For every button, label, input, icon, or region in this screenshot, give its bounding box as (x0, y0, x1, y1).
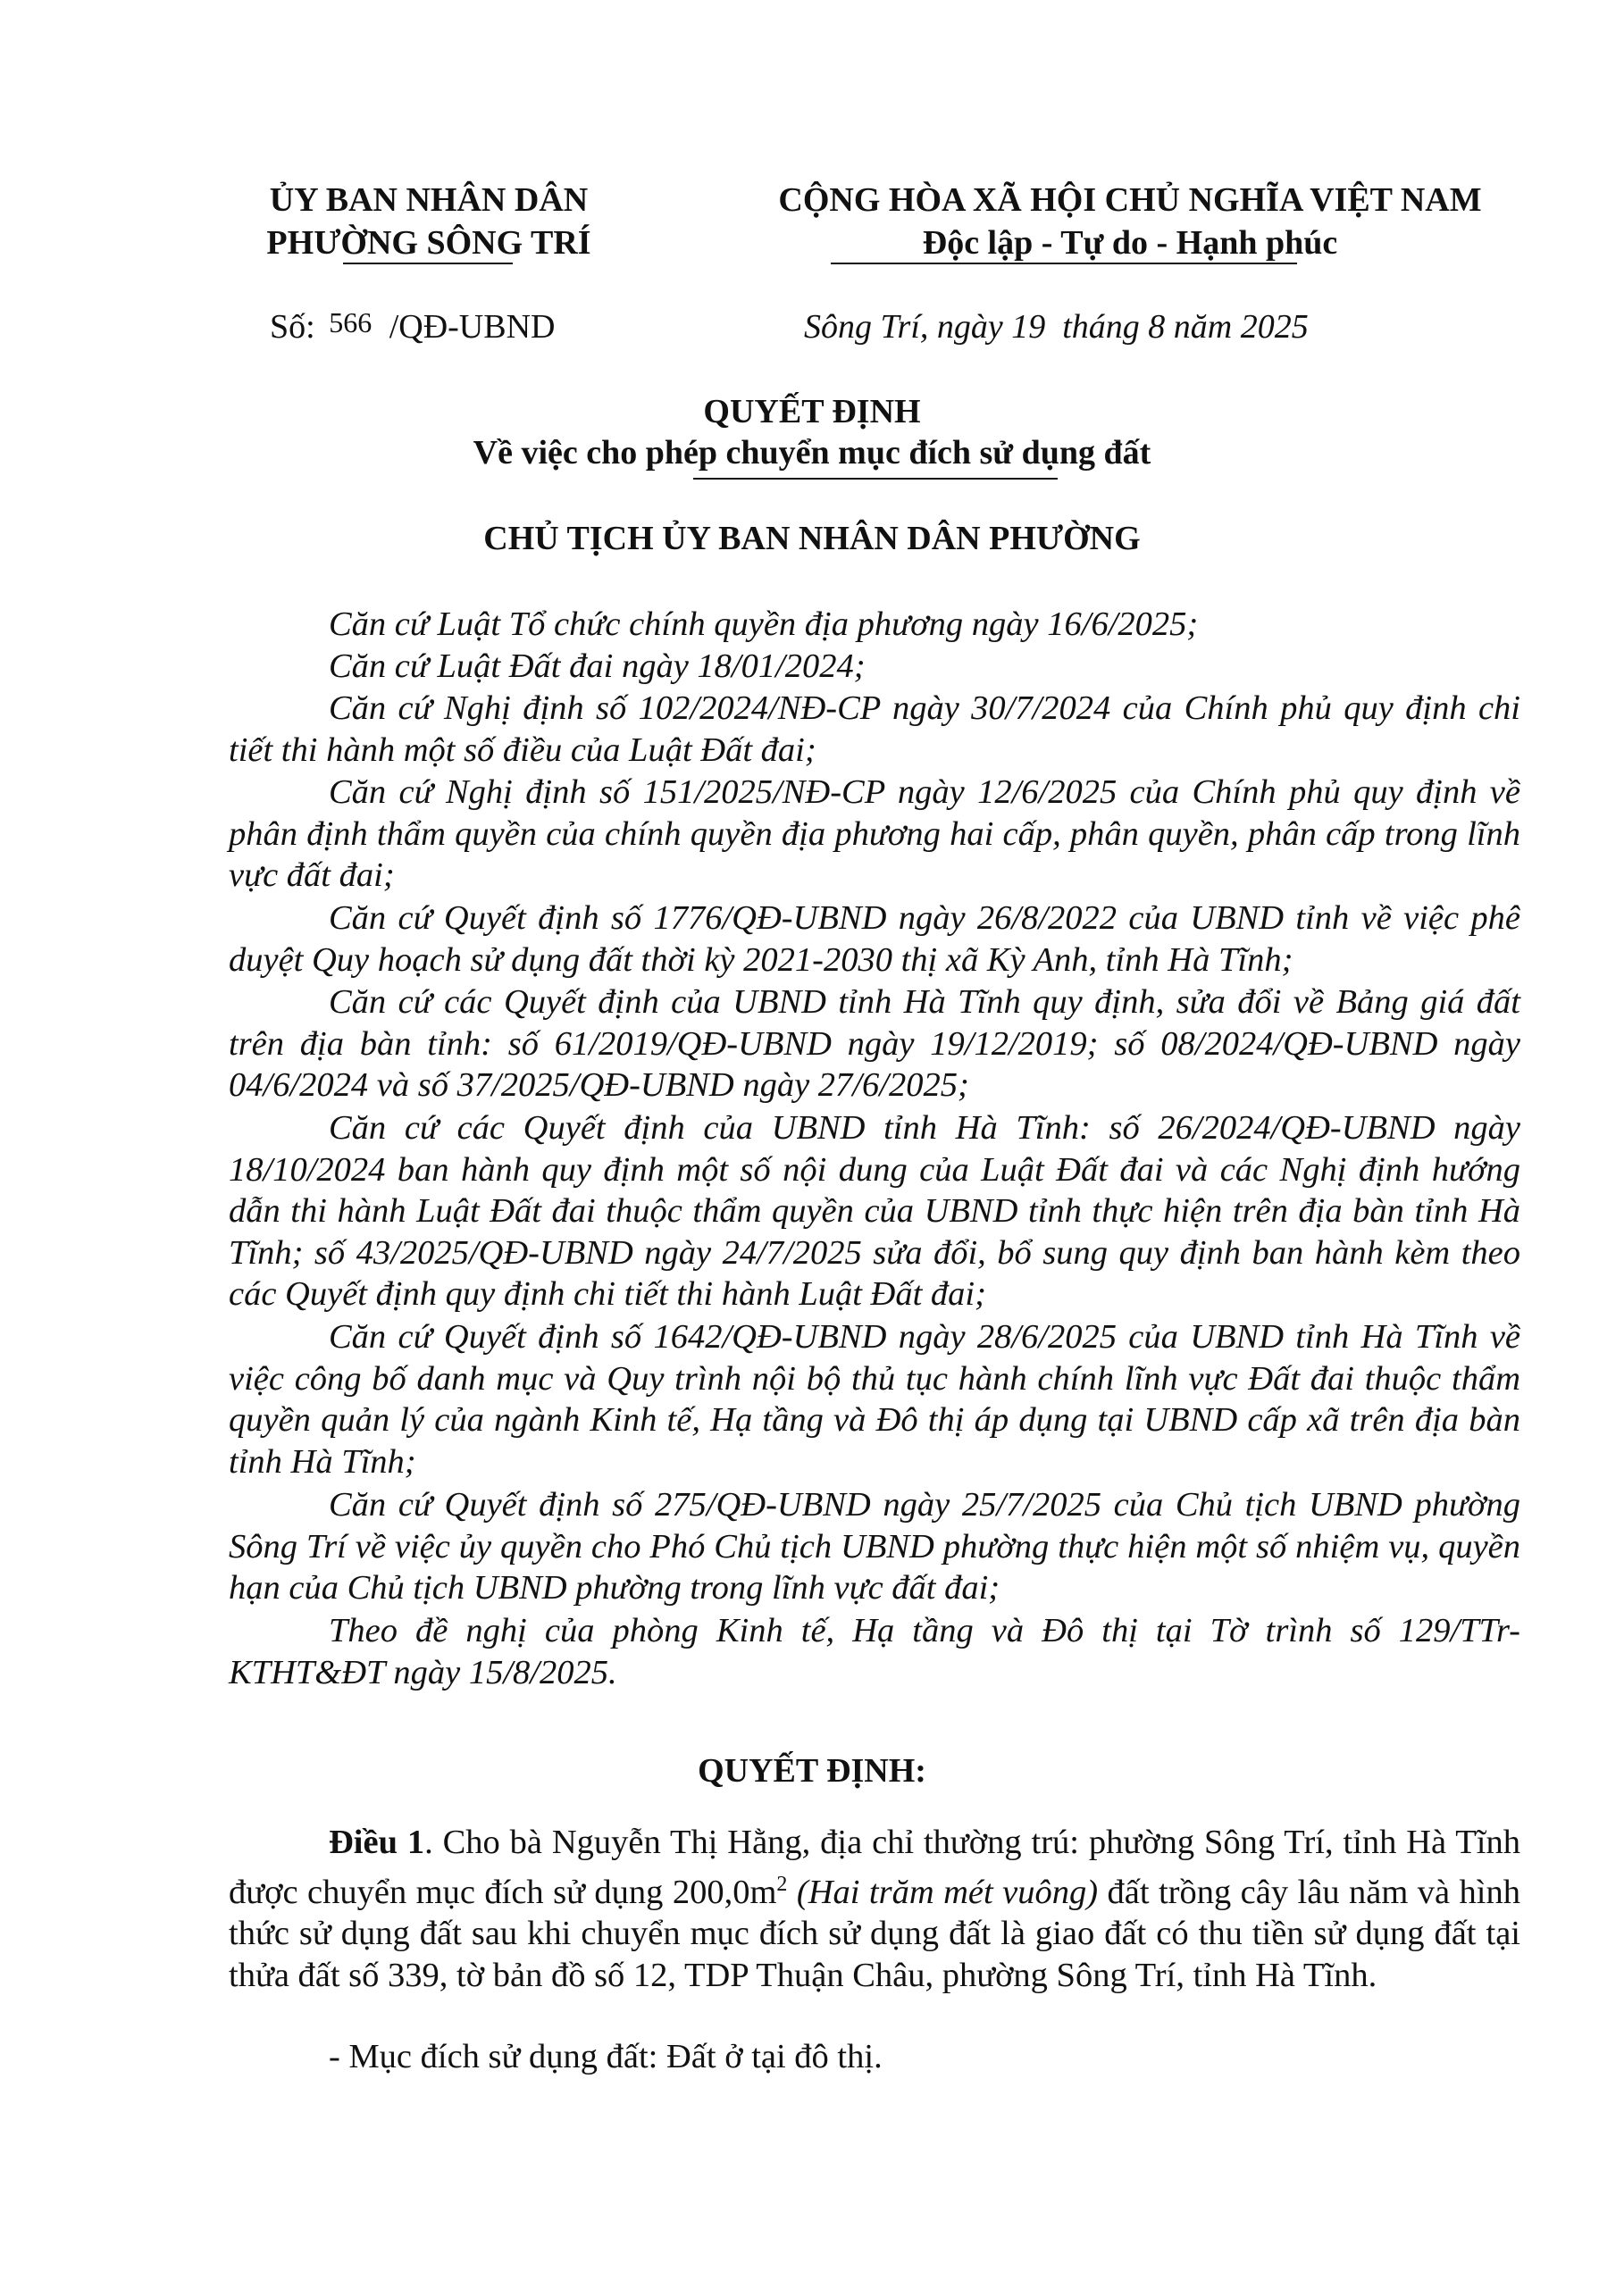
land-use-purpose: - Mục đích sử dụng đất: Đất ở tại đô thị. (329, 2038, 883, 2075)
motto-underline (831, 263, 1297, 264)
nation-line-2: Độc lập - Tự do - Hạnh phúc (922, 224, 1338, 262)
basis-10: Theo đề nghị của phòng Kinh tế, Hạ tầng và Đô thị tại Tờ trình số 129/TTr-KTHT&ĐT ngày 15/8/2025. (229, 1612, 1520, 1691)
basis-9: Căn cứ Quyết định số 275/QĐ-UBND ngày 25/7/2025 của Chủ tịch UBND phường Sông Trí về việc ủy quyền cho Phó Chủ tịch UBND phường thực hiện một số nhiệm vụ, quyền hạn của Chủ tịch UBND phường trong lĩnh vực đất đai; (229, 1486, 1520, 1607)
article-1-text-a: . Cho bà Nguyễn Thị Hằng, địa chỉ thường trú: phường Sông Trí, tỉnh Hà Tĩnh được chuyển mục đích sử dụng 200,0m (229, 1824, 1521, 1911)
issuing-authority: CHỦ TỊCH ỦY BAN NHÂN DÂN PHƯỜNG (483, 520, 1141, 557)
basis-6: Căn cứ các Quyết định của UBND tỉnh Hà Tĩnh quy định, sửa đổi về Bảng giá đất trên địa bàn tỉnh: số 61/2019/QĐ-UBND ngày 19/12/2019; số 08/2024/QĐ-UBND ngày 04/6/2024 và số 37/2025/QĐ-UBND ngày 27/6/2025; (229, 983, 1520, 1105)
agency-line-2: PHƯỜNG SÔNG TRÍ (266, 224, 591, 262)
decision-title: QUYẾT ĐỊNH (703, 393, 921, 430)
national-title (679, 179, 1581, 264)
basis-7: Căn cứ các Quyết định của UBND tỉnh Hà Tĩnh: số 26/2024/QĐ-UBND ngày 18/10/2024 ban hành quy định một số nội dung của Luật Đất đai và các Nghị định hướng dẫn thi hành Luật Đất đai thuộc thẩm quyền của UBND tỉnh thực hiện trên địa bàn tỉnh Hà Tĩnh; số 43/2025/QĐ-UBND ngày 24/7/2025 sửa đổi, bổ sung quy định ban hành kèm theo các Quyết định quy định chi tiết thi hành Luật Đất đai; (229, 1109, 1520, 1314)
subject-underline (693, 478, 1058, 480)
article-1-text (229, 1822, 1520, 1996)
place-date: Sông Trí, ngày 19 tháng 8 năm 2025 (804, 308, 1309, 346)
number-suffix: /QĐ-UBND (389, 308, 556, 346)
nation-line-1: CỘNG HÒA XÃ HỘI CHỦ NGHĨA VIỆT NAM (778, 181, 1482, 219)
area-in-words: (Hai trăm mét vuông) (796, 1873, 1099, 1911)
basis-8: Căn cứ Quyết định số 1642/QĐ-UBND ngày 28/6/2025 của UBND tỉnh Hà Tĩnh về việc công bố danh mục và Quy trình nội bộ thủ tục hành chính lĩnh vực Đất đai thuộc thẩm quyền quản lý của ngành Kinh tế, Hạ tầng và Đô thị áp dụng tại UBND cấp xã trên địa bàn tỉnh Hà Tĩnh; (229, 1318, 1520, 1481)
basis-1: Căn cứ Luật Tổ chức chính quyền địa phương ngày 16/6/2025; (329, 605, 1199, 643)
agency-line-1: ỦY BAN NHÂN DÂN (269, 181, 589, 219)
decision-subject: Về việc cho phép chuyển mục đích sử dụng đất (473, 434, 1151, 472)
agency-underline (343, 263, 513, 264)
decision-heading: QUYẾT ĐỊNH: (698, 1752, 926, 1790)
number-value: 566 (329, 306, 373, 338)
article-1-label: Điều 1 (329, 1824, 425, 1861)
document-number (270, 305, 555, 349)
basis-4: Căn cứ Nghị định số 151/2025/NĐ-CP ngày 12/6/2025 của Chính phủ quy định về phân định thẩm quyền của chính quyền địa phương hai cấp, phân quyền, phân cấp trong lĩnh vực đất đai; (229, 773, 1520, 895)
area-unit-superscript: 2 (776, 1872, 788, 1896)
basis-2: Căn cứ Luật Đất đai ngày 18/01/2024; (329, 647, 866, 685)
article-1-text-b: đất trồng cây lâu năm và hình thức sử dụng đất sau khi chuyển mục đích sử dụng đất là giao đất có thu tiền sử dụng đất tại thửa đất số 339, tờ bản đồ số 12, TDP Thuận Châu, phường Sông Trí, tỉnh Hà Tĩnh. (229, 1873, 1520, 1994)
number-label: Số: (270, 308, 315, 346)
basis-3: Căn cứ Nghị định số 102/2024/NĐ-CP ngày 30/7/2024 của Chính phủ quy định chi tiết thi hành một số điều của Luật Đất đai; (229, 689, 1520, 769)
basis-5: Căn cứ Quyết định số 1776/QĐ-UBND ngày 26/8/2022 của UBND tỉnh về việc phê duyệt Quy hoạch sử dụng đất thời kỳ 2021-2030 thị xã Kỳ Anh, tỉnh Hà Tĩnh; (229, 899, 1520, 979)
issuing-agency (205, 179, 652, 264)
